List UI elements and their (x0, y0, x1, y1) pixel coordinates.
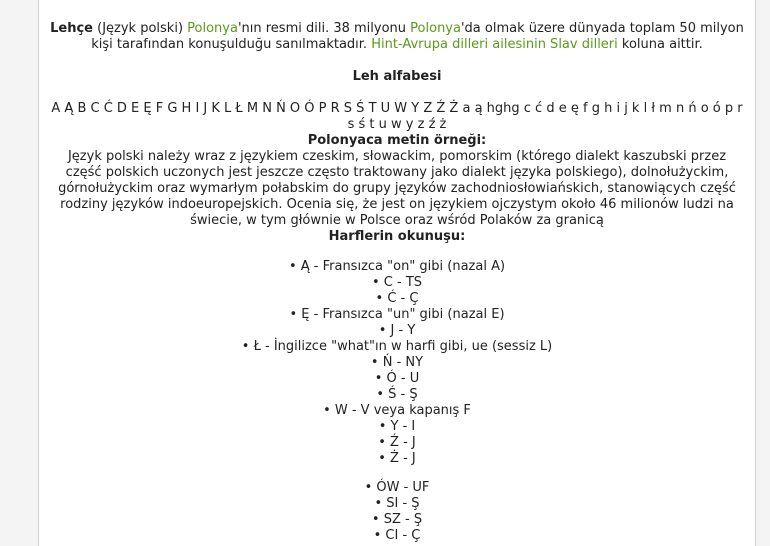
list-item: • W - V veya kapanış F (39, 403, 755, 419)
list-item: • ÓW - UF (39, 480, 755, 496)
list-item: • Ń - NY (39, 355, 755, 371)
intro-paragraph (49, 21, 745, 53)
link-slavic-languages[interactable]: Hint-Avrupa dilleri ailesinin Slav dilleri (371, 37, 618, 52)
list-item: • J - Y (39, 323, 755, 339)
alphabet-title: Leh alfabesi (352, 69, 442, 84)
sample-title: Polonyaca metin örneği: (307, 133, 487, 148)
list-item: • Ą - Fransızca "on" gibi (nazal A) (39, 259, 755, 275)
list-item: • Y - I (39, 419, 755, 435)
list-item: • SI - Ş (39, 496, 755, 512)
list-item: • Ę - Fransızca "un" gibi (nazal E) (39, 307, 755, 323)
intro-text-3: 'da olmak üzere dünyada toplam 50 milyon kişi tarafından konuşulduğu sanılmaktadır. (91, 21, 744, 52)
list-item: • Ł - İngilizce "what"ın w harfi gibi, ue (sessiz L) (39, 339, 755, 355)
digraph-list (39, 480, 755, 544)
language-name: Lehçe (50, 21, 93, 36)
intro-text-1: (Język polski) (93, 21, 188, 36)
link-polonya-2[interactable]: Polonya (410, 21, 461, 36)
list-item: • Ź - J (39, 435, 755, 451)
list-item: • CI - Ç (39, 528, 755, 544)
alphabet-letters: A Ą B C Ć D E Ę F G H I J K L Ł M N Ń O Ó P R S Ś T U W Y Z Ź Ż a ą hghg c ć d e ę f g h i j k l ł m n ń o ó p r s ś t u w y z ź ż (51, 101, 743, 132)
article-content (39, 0, 755, 546)
list-item: • Ś - Ş (39, 387, 755, 403)
intro-text-4: koluna aittir. (617, 37, 703, 52)
list-item: • C - TS (39, 275, 755, 291)
left-gutter (0, 0, 39, 546)
sample-text: Język polski należy wraz z językiem czeskim, słowackim, pomorskim (którego dialekt kaszubski przez część polskich uczonych jest jeszcze często traktowany jako dialekt języka polskiego), dolnołużyckim, górnołużyckim oraz wymarłym połabskim do grupy języków zachodniosłowiańskich, stanowiących część rodziny języków indoeuropejskich. Ocenia się, że jest on językiem ojczystym około 46 milionów ludzi na świecie, w tym głównie w Polsce oraz wśród Polaków za granicą (58, 149, 736, 228)
right-gutter (755, 0, 770, 546)
list-item: • Ż - J (39, 451, 755, 467)
list-item: • Ć - Ç (39, 291, 755, 307)
link-polonya-1[interactable]: Polonya (187, 21, 238, 36)
pronunciation-list (39, 259, 755, 467)
intro-text-2: 'nın resmi dili. 38 milyonu (237, 21, 411, 36)
list-item: • SZ - Ş (39, 512, 755, 528)
list-item: • Ó - U (39, 371, 755, 387)
pronunciation-title: Harflerin okunuşu: (328, 229, 466, 244)
